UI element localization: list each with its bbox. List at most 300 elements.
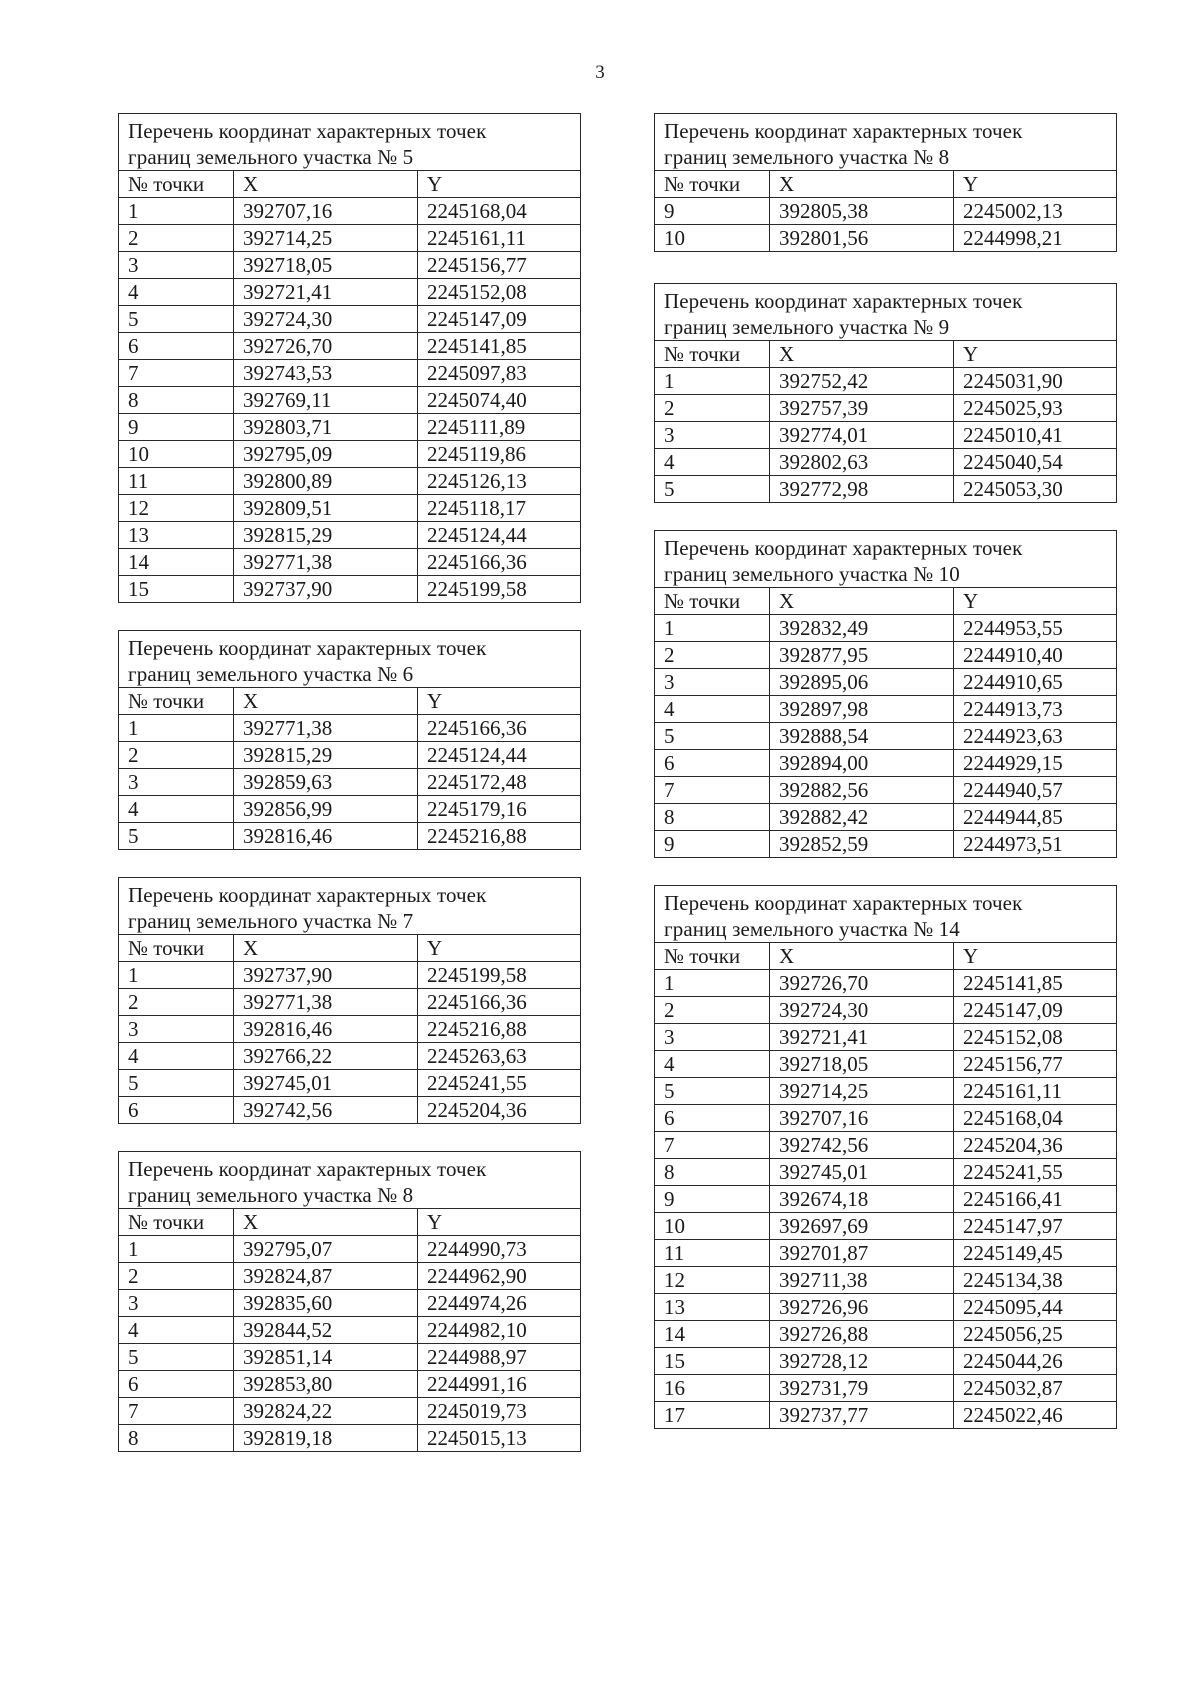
x-coordinate-cell: 392757,39: [770, 395, 954, 422]
table-title-line: Перечень координат характерных точек: [664, 891, 1023, 915]
table-row: [655, 225, 1117, 252]
point-number-cell: 2: [655, 395, 770, 422]
table-row: [655, 777, 1117, 804]
point-number-cell: 2: [119, 989, 234, 1016]
point-number-cell: 9: [655, 831, 770, 858]
column-header: № точки: [119, 171, 234, 198]
table-row: [119, 333, 581, 360]
point-number-cell: 11: [655, 1240, 770, 1267]
coordinates-table: [118, 630, 581, 850]
y-coordinate-cell: 2245168,04: [418, 198, 581, 225]
x-coordinate-cell: 392745,01: [770, 1159, 954, 1186]
x-coordinate-cell: 392832,49: [770, 615, 954, 642]
point-number-cell: 1: [119, 1236, 234, 1263]
table-title: [119, 878, 581, 935]
y-coordinate-cell: 2245019,73: [418, 1398, 581, 1425]
table-row: [655, 449, 1117, 476]
point-number-cell: 6: [119, 333, 234, 360]
table-row: [655, 1078, 1117, 1105]
table-row: [655, 1294, 1117, 1321]
y-coordinate-cell: 2245074,40: [418, 387, 581, 414]
y-coordinate-cell: 2245141,85: [954, 970, 1117, 997]
coordinates-table: [654, 113, 1117, 252]
x-coordinate-cell: 392697,69: [770, 1213, 954, 1240]
point-number-cell: 4: [119, 1043, 234, 1070]
y-coordinate-cell: 2245044,26: [954, 1348, 1117, 1375]
point-number-cell: 1: [119, 962, 234, 989]
column-header: Y: [418, 1209, 581, 1236]
table-row: [119, 1236, 581, 1263]
y-coordinate-cell: 2245166,36: [418, 549, 581, 576]
table-row: [655, 997, 1117, 1024]
table-title-row: [655, 284, 1117, 341]
point-number-cell: 8: [655, 1159, 770, 1186]
x-coordinate-cell: 392707,16: [234, 198, 418, 225]
x-coordinate-cell: 392766,22: [234, 1043, 418, 1070]
x-coordinate-cell: 392856,99: [234, 796, 418, 823]
table-title: [119, 114, 581, 171]
x-coordinate-cell: 392724,30: [234, 306, 418, 333]
point-number-cell: 14: [119, 549, 234, 576]
point-number-cell: 4: [119, 279, 234, 306]
column-header: Y: [418, 688, 581, 715]
point-number-cell: 2: [119, 225, 234, 252]
x-coordinate-cell: 392801,56: [770, 225, 954, 252]
table-header-row: [119, 688, 581, 715]
y-coordinate-cell: 2245263,63: [418, 1043, 581, 1070]
column-header: Y: [954, 341, 1117, 368]
table-row: [119, 1371, 581, 1398]
x-coordinate-cell: 392721,41: [234, 279, 418, 306]
y-coordinate-cell: 2244973,51: [954, 831, 1117, 858]
table-row: [655, 1402, 1117, 1429]
point-number-cell: 4: [655, 696, 770, 723]
x-coordinate-cell: 392726,96: [770, 1294, 954, 1321]
y-coordinate-cell: 2244962,90: [418, 1263, 581, 1290]
y-coordinate-cell: 2245025,93: [954, 395, 1117, 422]
point-number-cell: 16: [655, 1375, 770, 1402]
x-coordinate-cell: 392718,05: [234, 252, 418, 279]
y-coordinate-cell: 2245118,17: [418, 495, 581, 522]
y-coordinate-cell: 2244929,15: [954, 750, 1117, 777]
point-number-cell: 8: [119, 1425, 234, 1452]
column-header: X: [770, 341, 954, 368]
table-row: [655, 723, 1117, 750]
x-coordinate-cell: 392742,56: [234, 1097, 418, 1124]
y-coordinate-cell: 2245199,58: [418, 962, 581, 989]
x-coordinate-cell: 392728,12: [770, 1348, 954, 1375]
table-row: [119, 198, 581, 225]
point-number-cell: 7: [119, 360, 234, 387]
point-number-cell: 10: [655, 225, 770, 252]
point-number-cell: 8: [119, 387, 234, 414]
y-coordinate-cell: 2245126,13: [418, 468, 581, 495]
y-coordinate-cell: 2244923,63: [954, 723, 1117, 750]
point-number-cell: 6: [119, 1371, 234, 1398]
y-coordinate-cell: 2245015,13: [418, 1425, 581, 1452]
y-coordinate-cell: 2245141,85: [418, 333, 581, 360]
point-number-cell: 13: [119, 522, 234, 549]
y-coordinate-cell: 2244990,73: [418, 1236, 581, 1263]
table-row: [119, 962, 581, 989]
point-number-cell: 9: [655, 1186, 770, 1213]
table-title: [655, 531, 1117, 588]
y-coordinate-cell: 2245134,38: [954, 1267, 1117, 1294]
x-coordinate-cell: 392819,18: [234, 1425, 418, 1452]
point-number-cell: 5: [119, 1070, 234, 1097]
table-row: [119, 823, 581, 850]
point-number-cell: 1: [655, 615, 770, 642]
table-header-row: [119, 171, 581, 198]
table-row: [655, 1186, 1117, 1213]
table-row: [119, 441, 581, 468]
table-row: [119, 1317, 581, 1344]
table-row: [655, 1132, 1117, 1159]
x-coordinate-cell: 392711,38: [770, 1267, 954, 1294]
y-coordinate-cell: 2245204,36: [954, 1132, 1117, 1159]
point-number-cell: 4: [655, 449, 770, 476]
table-title: [119, 1152, 581, 1209]
table-title: [119, 631, 581, 688]
x-coordinate-cell: 392802,63: [770, 449, 954, 476]
y-coordinate-cell: 2245152,08: [418, 279, 581, 306]
table-row: [119, 1043, 581, 1070]
table-row: [655, 750, 1117, 777]
coordinates-table: [118, 877, 581, 1124]
point-number-cell: 1: [655, 970, 770, 997]
x-coordinate-cell: 392726,70: [234, 333, 418, 360]
table-title-line: границ земельного участка № 14: [664, 917, 960, 941]
table-row: [119, 1070, 581, 1097]
table-row: [119, 1016, 581, 1043]
point-number-cell: 10: [655, 1213, 770, 1240]
column-header: № точки: [119, 1209, 234, 1236]
table-title-line: Перечень координат характерных точек: [128, 1157, 487, 1181]
table-header-row: [119, 935, 581, 962]
y-coordinate-cell: 2245152,08: [954, 1024, 1117, 1051]
x-coordinate-cell: 392835,60: [234, 1290, 418, 1317]
y-coordinate-cell: 2245010,41: [954, 422, 1117, 449]
coordinates-table: [118, 1151, 581, 1452]
point-number-cell: 3: [655, 669, 770, 696]
x-coordinate-cell: 392803,71: [234, 414, 418, 441]
table-row: [119, 360, 581, 387]
table-row: [119, 796, 581, 823]
table-row: [655, 1321, 1117, 1348]
y-coordinate-cell: 2245241,55: [954, 1159, 1117, 1186]
table-title-line: границ земельного участка № 6: [128, 662, 414, 686]
table-row: [655, 1051, 1117, 1078]
table-row: [119, 522, 581, 549]
point-number-cell: 6: [655, 1105, 770, 1132]
table-title-line: Перечень координат характерных точек: [128, 636, 487, 660]
table-title-line: границ земельного участка № 8: [128, 1183, 414, 1207]
column-header: № точки: [119, 688, 234, 715]
x-coordinate-cell: 392701,87: [770, 1240, 954, 1267]
y-coordinate-cell: 2244913,73: [954, 696, 1117, 723]
column-header: Y: [954, 588, 1117, 615]
coordinates-table: [654, 885, 1117, 1429]
table-row: [655, 422, 1117, 449]
column-header: X: [234, 935, 418, 962]
point-number-cell: 13: [655, 1294, 770, 1321]
x-coordinate-cell: 392816,46: [234, 823, 418, 850]
point-number-cell: 2: [119, 1263, 234, 1290]
column-header: Y: [418, 935, 581, 962]
y-coordinate-cell: 2245216,88: [418, 823, 581, 850]
column-header: № точки: [655, 943, 770, 970]
y-coordinate-cell: 2244953,55: [954, 615, 1117, 642]
column-header: X: [770, 171, 954, 198]
table-title: [655, 284, 1117, 341]
y-coordinate-cell: 2245166,36: [418, 989, 581, 1016]
column-header: № точки: [655, 341, 770, 368]
table-header-row: [655, 943, 1117, 970]
point-number-cell: 1: [119, 198, 234, 225]
x-coordinate-cell: 392882,56: [770, 777, 954, 804]
point-number-cell: 15: [655, 1348, 770, 1375]
table-row: [655, 1240, 1117, 1267]
table-row: [119, 769, 581, 796]
table-header-row: [655, 588, 1117, 615]
table-row: [119, 1263, 581, 1290]
point-number-cell: 7: [119, 1398, 234, 1425]
y-coordinate-cell: 2245119,86: [418, 441, 581, 468]
point-number-cell: 7: [655, 777, 770, 804]
x-coordinate-cell: 392721,41: [770, 1024, 954, 1051]
table-header-row: [119, 1209, 581, 1236]
point-number-cell: 6: [119, 1097, 234, 1124]
x-coordinate-cell: 392772,98: [770, 476, 954, 503]
table-row: [655, 669, 1117, 696]
table-row: [119, 549, 581, 576]
x-coordinate-cell: 392745,01: [234, 1070, 418, 1097]
y-coordinate-cell: 2245056,25: [954, 1321, 1117, 1348]
y-coordinate-cell: 2244991,16: [418, 1371, 581, 1398]
table-row: [119, 989, 581, 1016]
x-coordinate-cell: 392771,38: [234, 549, 418, 576]
table-title-line: границ земельного участка № 7: [128, 909, 414, 933]
x-coordinate-cell: 392888,54: [770, 723, 954, 750]
point-number-cell: 2: [655, 997, 770, 1024]
x-coordinate-cell: 392674,18: [770, 1186, 954, 1213]
point-number-cell: 3: [119, 1290, 234, 1317]
y-coordinate-cell: 2244988,97: [418, 1344, 581, 1371]
x-coordinate-cell: 392795,07: [234, 1236, 418, 1263]
point-number-cell: 3: [119, 769, 234, 796]
table-row: [119, 306, 581, 333]
point-number-cell: 5: [119, 823, 234, 850]
x-coordinate-cell: 392895,06: [770, 669, 954, 696]
x-coordinate-cell: 392824,22: [234, 1398, 418, 1425]
table-title-row: [119, 1152, 581, 1209]
y-coordinate-cell: 2245032,87: [954, 1375, 1117, 1402]
y-coordinate-cell: 2245002,13: [954, 198, 1117, 225]
column-header: № точки: [119, 935, 234, 962]
column-header: Y: [418, 171, 581, 198]
x-coordinate-cell: 392737,77: [770, 1402, 954, 1429]
table-row: [655, 615, 1117, 642]
table-row: [119, 1344, 581, 1371]
x-coordinate-cell: 392718,05: [770, 1051, 954, 1078]
table-row: [655, 476, 1117, 503]
point-number-cell: 7: [655, 1132, 770, 1159]
table-row: [119, 1398, 581, 1425]
point-number-cell: 5: [119, 1344, 234, 1371]
point-number-cell: 6: [655, 750, 770, 777]
table-row: [119, 1097, 581, 1124]
table-title: [655, 886, 1117, 943]
y-coordinate-cell: 2245147,09: [418, 306, 581, 333]
point-number-cell: 5: [655, 723, 770, 750]
y-coordinate-cell: 2245097,83: [418, 360, 581, 387]
table-row: [655, 1159, 1117, 1186]
x-coordinate-cell: 392771,38: [234, 715, 418, 742]
y-coordinate-cell: 2245216,88: [418, 1016, 581, 1043]
x-coordinate-cell: 392851,14: [234, 1344, 418, 1371]
column-header: X: [770, 943, 954, 970]
point-number-cell: 3: [655, 422, 770, 449]
table-title-row: [655, 886, 1117, 943]
y-coordinate-cell: 2245161,11: [954, 1078, 1117, 1105]
coordinates-table: [654, 530, 1117, 858]
x-coordinate-cell: 392805,38: [770, 198, 954, 225]
table-row: [119, 1425, 581, 1452]
y-coordinate-cell: 2245166,41: [954, 1186, 1117, 1213]
table-header-row: [655, 341, 1117, 368]
page-number: 3: [595, 62, 605, 83]
point-number-cell: 12: [119, 495, 234, 522]
column-header: № точки: [655, 171, 770, 198]
column-header: Y: [954, 943, 1117, 970]
table-row: [655, 696, 1117, 723]
point-number-cell: 15: [119, 576, 234, 603]
x-coordinate-cell: 392897,98: [770, 696, 954, 723]
y-coordinate-cell: 2244910,65: [954, 669, 1117, 696]
table-row: [655, 1213, 1117, 1240]
x-coordinate-cell: 392707,16: [770, 1105, 954, 1132]
x-coordinate-cell: 392844,52: [234, 1317, 418, 1344]
y-coordinate-cell: 2245124,44: [418, 742, 581, 769]
point-number-cell: 17: [655, 1402, 770, 1429]
x-coordinate-cell: 392809,51: [234, 495, 418, 522]
table-title-row: [119, 878, 581, 935]
point-number-cell: 9: [655, 198, 770, 225]
x-coordinate-cell: 392877,95: [770, 642, 954, 669]
y-coordinate-cell: 2245147,09: [954, 997, 1117, 1024]
table-title-line: границ земельного участка № 10: [664, 562, 960, 586]
y-coordinate-cell: 2245204,36: [418, 1097, 581, 1124]
left-column: [118, 113, 580, 1452]
point-number-cell: 14: [655, 1321, 770, 1348]
x-coordinate-cell: 392815,29: [234, 742, 418, 769]
table-title-line: границ земельного участка № 5: [128, 145, 414, 169]
table-row: [655, 970, 1117, 997]
y-coordinate-cell: 2244998,21: [954, 225, 1117, 252]
table-row: [655, 1267, 1117, 1294]
point-number-cell: 3: [655, 1024, 770, 1051]
x-coordinate-cell: 392724,30: [770, 997, 954, 1024]
y-coordinate-cell: 2244944,85: [954, 804, 1117, 831]
x-coordinate-cell: 392882,42: [770, 804, 954, 831]
x-coordinate-cell: 392742,56: [770, 1132, 954, 1159]
point-number-cell: 4: [119, 1317, 234, 1344]
x-coordinate-cell: 392894,00: [770, 750, 954, 777]
table-title-line: Перечень координат характерных точек: [128, 883, 487, 907]
point-number-cell: 4: [655, 1051, 770, 1078]
point-number-cell: 5: [655, 1078, 770, 1105]
column-header: X: [770, 588, 954, 615]
table-title-row: [655, 531, 1117, 588]
y-coordinate-cell: 2245161,11: [418, 225, 581, 252]
x-coordinate-cell: 392816,46: [234, 1016, 418, 1043]
table-title-row: [655, 114, 1117, 171]
column-header: Y: [954, 171, 1117, 198]
table-title-line: Перечень координат характерных точек: [664, 119, 1023, 143]
point-number-cell: 5: [655, 476, 770, 503]
table-row: [655, 395, 1117, 422]
y-coordinate-cell: 2245095,44: [954, 1294, 1117, 1321]
table-title-line: границ земельного участка № 9: [664, 315, 950, 339]
x-coordinate-cell: 392714,25: [234, 225, 418, 252]
table-title-line: Перечень координат характерных точек: [128, 119, 487, 143]
table-row: [119, 742, 581, 769]
column-header: № точки: [655, 588, 770, 615]
table-title-line: Перечень координат характерных точек: [664, 289, 1023, 313]
table-row: [119, 387, 581, 414]
table-row: [655, 1375, 1117, 1402]
point-number-cell: 2: [655, 642, 770, 669]
table-row: [655, 1348, 1117, 1375]
x-coordinate-cell: 392852,59: [770, 831, 954, 858]
point-number-cell: 9: [119, 414, 234, 441]
table-row: [119, 576, 581, 603]
table-row: [119, 468, 581, 495]
point-number-cell: 1: [119, 715, 234, 742]
y-coordinate-cell: 2245031,90: [954, 368, 1117, 395]
x-coordinate-cell: 392714,25: [770, 1078, 954, 1105]
x-coordinate-cell: 392752,42: [770, 368, 954, 395]
point-number-cell: 8: [655, 804, 770, 831]
y-coordinate-cell: 2245199,58: [418, 576, 581, 603]
point-number-cell: 2: [119, 742, 234, 769]
y-coordinate-cell: 2245022,46: [954, 1402, 1117, 1429]
table-row: [655, 198, 1117, 225]
table-title: [655, 114, 1117, 171]
table-title-line: Перечень координат характерных точек: [664, 536, 1023, 560]
y-coordinate-cell: 2245172,48: [418, 769, 581, 796]
table-row: [119, 715, 581, 742]
point-number-cell: 4: [119, 796, 234, 823]
x-coordinate-cell: 392769,11: [234, 387, 418, 414]
point-number-cell: 10: [119, 441, 234, 468]
x-coordinate-cell: 392726,88: [770, 1321, 954, 1348]
y-coordinate-cell: 2244982,10: [418, 1317, 581, 1344]
right-column: [654, 113, 1116, 1429]
coordinates-table: [654, 283, 1117, 503]
x-coordinate-cell: 392815,29: [234, 522, 418, 549]
x-coordinate-cell: 392731,79: [770, 1375, 954, 1402]
table-row: [655, 804, 1117, 831]
table-row: [655, 1105, 1117, 1132]
table-row: [119, 252, 581, 279]
x-coordinate-cell: 392859,63: [234, 769, 418, 796]
y-coordinate-cell: 2244940,57: [954, 777, 1117, 804]
point-number-cell: 3: [119, 252, 234, 279]
table-row: [655, 642, 1117, 669]
table-row: [655, 368, 1117, 395]
x-coordinate-cell: 392726,70: [770, 970, 954, 997]
